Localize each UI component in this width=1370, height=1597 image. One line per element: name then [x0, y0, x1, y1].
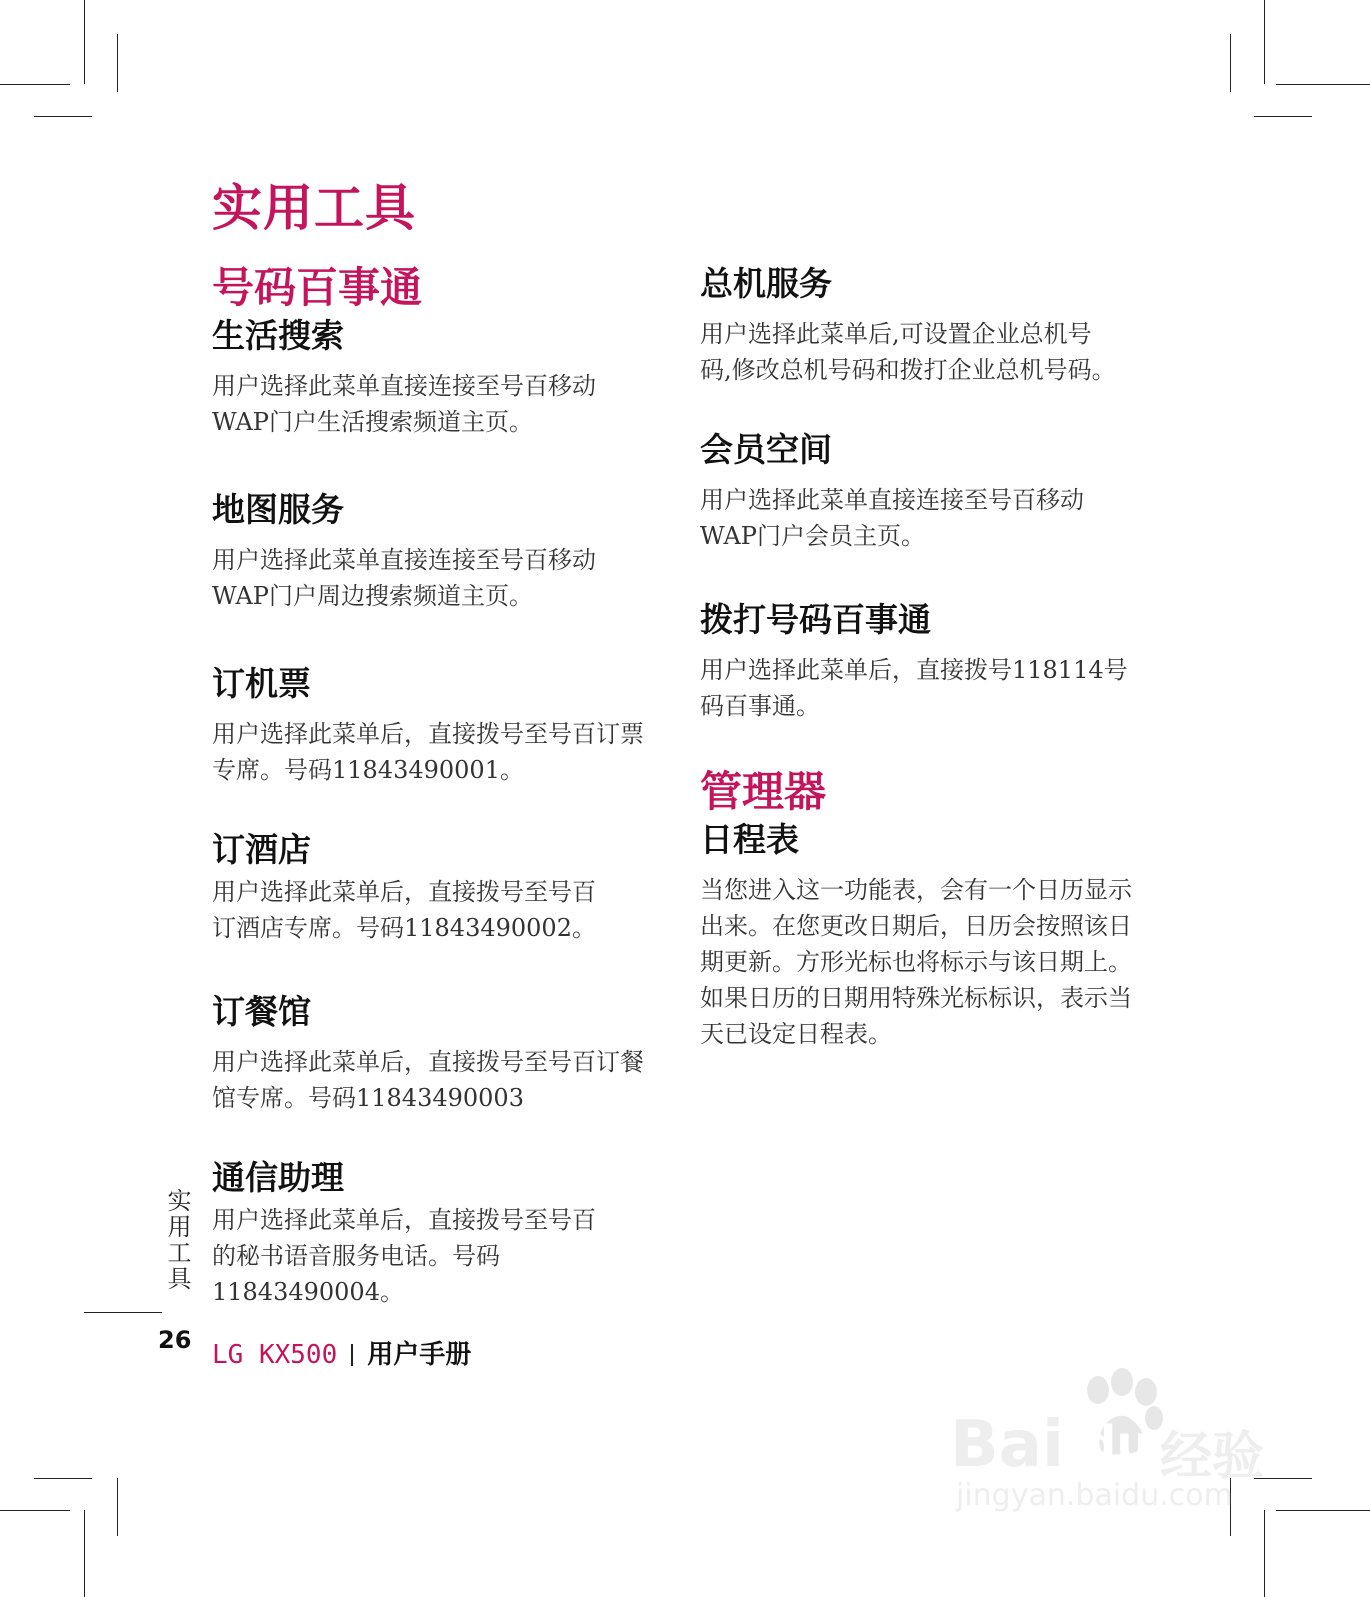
left-column [212, 262, 662, 1344]
footer [212, 1334, 471, 1371]
item-body: 当您进入这一功能表，会有一个日历显示 出来。在您更改日期后，日历会按照该日 期更新。方形光标也将标示与该日期上。 如果日历的日期用特殊光标标识，表示当 天已设定日程表。 [700, 876, 1132, 1048]
item-title: 总机服务 [700, 264, 832, 303]
watermark-brand-cn: 经验 [1160, 1427, 1265, 1487]
item-flight-booking [212, 662, 662, 788]
footer-manual: 用户手册 [367, 1340, 472, 1370]
item-dial-haobai [700, 598, 1150, 724]
crop-mark [1264, 1510, 1265, 1597]
item-body: 用户选择此菜单后，直接拨号至号百 的秘书语音服务电话。号码 11843490004。 [212, 1206, 596, 1306]
crop-mark [1254, 116, 1312, 117]
item-life-search [212, 314, 662, 440]
baidu-watermark [950, 1368, 1280, 1518]
side-rule [84, 1312, 162, 1313]
item-body: 用户选择此菜单直接连接至号百移动 WAP门户生活搜索频道主页。 [212, 372, 596, 436]
crop-mark [1276, 1510, 1370, 1511]
item-body: 用户选择此菜单后，直接拨号至号百订票 专席。号码11843490001。 [212, 720, 644, 784]
crop-mark [34, 116, 92, 117]
crop-mark [1230, 34, 1231, 92]
item-hotel-booking [212, 828, 662, 946]
item-schedule [700, 818, 1150, 1052]
footer-separator [351, 1344, 353, 1366]
item-body: 用户选择此菜单直接连接至号百移动 WAP门户周边搜索频道主页。 [212, 546, 596, 610]
crop-mark [0, 1510, 70, 1511]
item-body: 用户选择此菜单后，直接拨号118114号 码百事通。 [700, 656, 1128, 720]
item-title: 订餐馆 [212, 992, 311, 1031]
crop-mark [1276, 84, 1370, 85]
footer-model: LG KX500 [212, 1340, 338, 1370]
item-title: 日程表 [700, 820, 799, 859]
item-title: 订酒店 [212, 830, 311, 869]
item-restaurant-booking [212, 990, 662, 1116]
item-title: 拨打号码百事通 [700, 600, 931, 639]
side-tab-label: 实用工具 [163, 1188, 191, 1292]
item-title: 订机票 [212, 664, 311, 703]
crop-mark [117, 34, 118, 92]
crop-mark [34, 1478, 92, 1479]
page-title: 实用工具 [212, 178, 416, 237]
item-member-space [700, 428, 1150, 554]
crop-mark [84, 1510, 85, 1597]
right-column [700, 262, 1150, 1086]
crop-mark [84, 0, 85, 84]
item-body: 用户选择此菜单直接连接至号百移动 WAP门户会员主页。 [700, 486, 1084, 550]
item-title: 地图服务 [212, 490, 344, 529]
item-body: 用户选择此菜单后，直接拨号至号百订餐 馆专席。号码11843490003 [212, 1048, 644, 1112]
section-title-manager: 管理器 [700, 767, 827, 816]
watermark-brand-du: du [1082, 1416, 1151, 1472]
item-title: 通信助理 [212, 1158, 344, 1197]
crop-mark [0, 84, 70, 85]
item-switchboard [700, 262, 1150, 388]
item-title: 生活搜索 [212, 316, 344, 355]
item-map-service [212, 488, 662, 614]
item-comm-assistant [212, 1156, 662, 1310]
item-body: 用户选择此菜单后，直接拨号至号百 订酒店专席。号码11843490002。 [212, 878, 596, 942]
page-number: 26 [158, 1326, 192, 1354]
item-title: 会员空间 [700, 430, 832, 469]
crop-mark [117, 1478, 118, 1536]
section-title-haobai: 号码百事通 [212, 263, 423, 312]
item-body: 用户选择此菜单后,可设置企业总机号 码,修改总机号码和拨打企业总机号码。 [700, 320, 1116, 384]
watermark-url: jingyan.baidu.com [956, 1478, 1233, 1513]
crop-mark [1264, 0, 1265, 84]
watermark-brand: Bai [950, 1408, 1064, 1482]
